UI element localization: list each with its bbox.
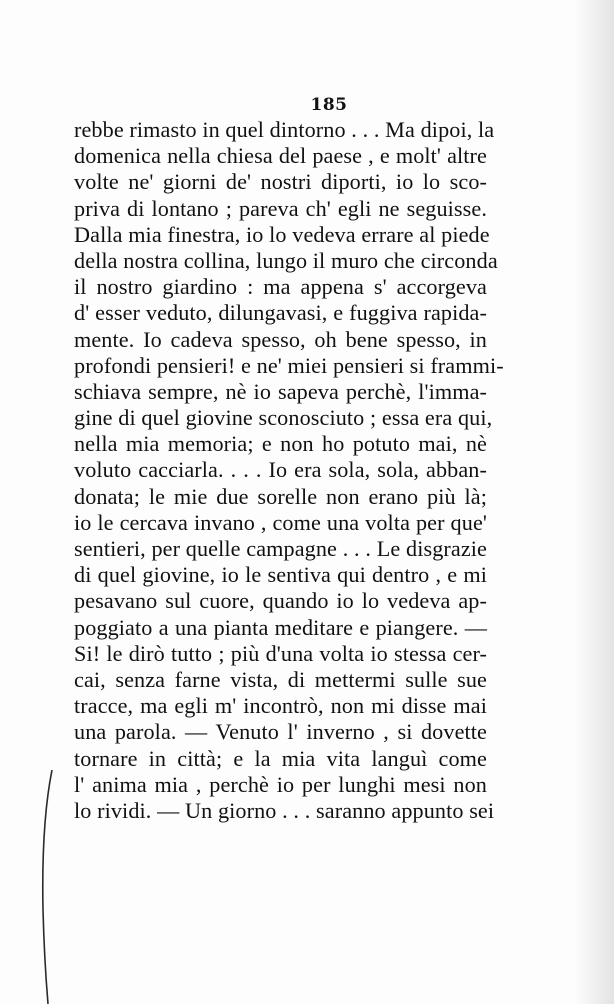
text-line: di quel giovine, io le sentiva qui dentro , e mi [74,562,487,588]
text-line: una parola. — Venuto l' inverno , si dovette [74,719,487,745]
text-line: io le cercava invano , come una volta per que' [74,509,487,535]
binding-gutter-mark [40,770,54,1004]
text-line: pesavano sul cuore, quando io lo vedeva ap- [74,588,487,614]
text-line: tracce, ma egli m' incontrò, non mi disse mai [74,693,487,719]
text-line: della nostra collina, lungo il muro che circonda [74,247,498,273]
text-line: mente. Io cadeva spesso, oh bene spesso, in [74,326,487,352]
text-line: domenica nella chiesa del paese , e molt' altre [74,143,487,169]
text-line: volte ne' giorni de' nostri diporti, io lo sco- [74,169,487,195]
text-line: voluto cacciarla. . . . Io era sola, sola, abban- [74,457,487,483]
text-line: donata; le mie due sorelle non erano più là; [74,483,487,509]
body-text [74,117,504,824]
text-line: il nostro giardino : ma appena s' accorgeva [74,274,487,300]
text-line: schiava sempre, nè io sapeva perchè, l'imma- [74,378,487,404]
text-line: tornare in città; e la mia vita languì come [74,745,487,771]
text-line: priva di lontano ; pareva ch' egli ne seguisse. [74,195,487,221]
text-line: Si! le dirò tutto ; più d'una volta io stessa cer- [74,640,487,666]
text-line: cai, senza farne vista, di mettermi sulle sue [74,666,487,692]
text-line: Dalla mia finestra, io lo vedeva errare al piede [74,221,490,247]
text-line: poggiato a una pianta meditare e piangere. — [74,614,487,640]
text-line: rebbe rimasto in quel dintorno . . . Ma dipoi, la [74,117,495,142]
text-line: l' anima mia , perchè io per lunghi mesi non [74,771,487,797]
text-line: profondi pensieri! e ne' miei pensieri si frammi- [74,352,504,378]
page-edge-shading [574,0,614,1004]
text-line: lo rividi. — Un giorno . . . saranno appunto sei [74,797,495,823]
text-line: d' esser veduto, dilungavasi, e fuggiva rapida- [74,300,487,326]
text-line: nella mia memoria; e non ho potuto mai, nè [74,431,487,457]
page-number: 185 [310,95,348,115]
text-line: sentieri, per quelle campagne . . . Le disgrazie [74,536,487,561]
text-line: gine di quel giovine sconosciuto ; essa era qui, [74,405,493,431]
